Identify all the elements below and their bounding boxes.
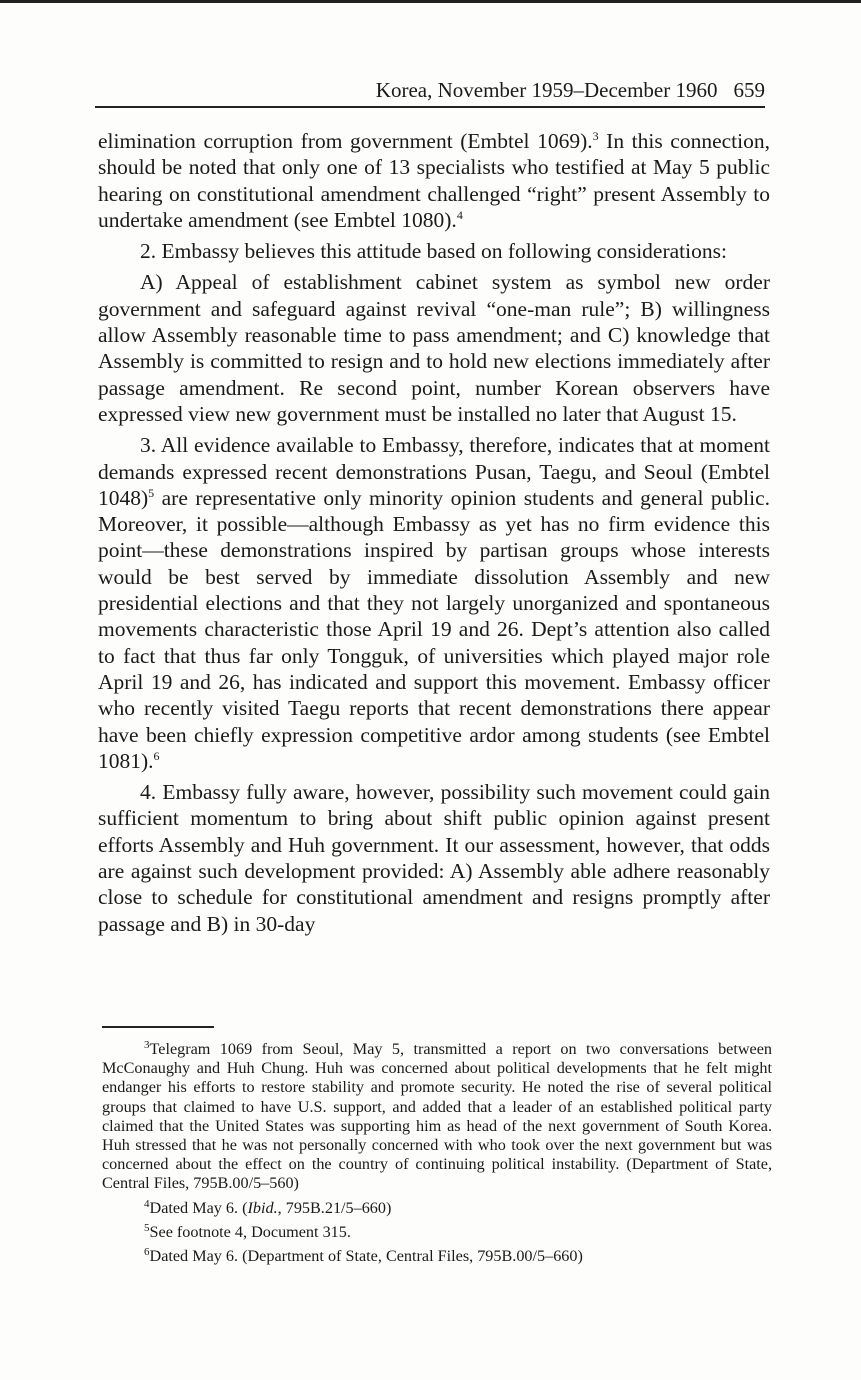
footnote-text: Telegram 1069 from Seoul, May 5, transmitted a report on two conversations between McConaughy and Huh Chung. Huh was concerned about political developments that he felt might endanger his efforts to restore stability and promote security. He noted the rise of several political groups that claimed to have U.S. support, and added that a leader of an established political party claimed that the United States was supporting him as head of the next government of South Korea. Huh stressed that he was not personally concerned with who took over the next government but was concerned about the effect on the country of continuing political instability. (Department of State, Central Files, 795B.00/5–560): [102, 1040, 772, 1193]
footnote-ref[interactable]: 6: [153, 748, 160, 763]
paragraph-text: elimination corruption from government (Embtel 1069).: [98, 129, 593, 153]
paragraph-4: 4. Embassy fully aware, however, possibility such movement could gain sufficient momentum to bring about shift public opinion against present efforts Assembly and Huh government. It our assessment, however, that odds are against such development provided: A) Assembly able adhere reasonably close to schedule for constitutional amendment and resigns promptly after passage and B) in 30-day: [98, 780, 770, 936]
footnote-ref[interactable]: 3: [592, 129, 599, 143]
footnote-divider: [102, 1026, 214, 1028]
footnote-text: Dated May 6. (Department of State, Central Files, 795B.00/5–660): [149, 1247, 583, 1266]
footnote-5: [102, 1223, 772, 1242]
footnote-number: 4: [144, 1197, 150, 1210]
paragraph-continuation: [98, 128, 770, 233]
page-top-edge: [0, 0, 861, 3]
running-title: Korea, November 1959–December 1960: [375, 78, 718, 102]
footnotes: [102, 1040, 772, 1271]
body-text: [98, 128, 770, 942]
paragraph-2-considerations: A) Appeal of establishment cabinet system as symbol new order government and safeguard against revival “one-man rule”; B) willingness allow Assembly reasonable time to pass amendment; and C) knowledge that Assembly is committed to resign and to hold new elections immediately after passage amendment. Re second point, number Korean observers have expressed view new government must be installed no later that August 15.: [98, 270, 770, 426]
footnote-number: 3: [144, 1039, 150, 1051]
footnote-ref[interactable]: 4: [456, 207, 463, 222]
footnote-number: 5: [144, 1221, 150, 1234]
running-header: [95, 76, 765, 108]
page-number: 659: [733, 78, 765, 102]
paragraph-text: In this connection, should be noted that only one of 13 specialists who testified at May 5 public hearing on constitutional amendment challenged “right” present Assembly to undertake amendment (see Embtel 1080).: [98, 129, 770, 232]
paragraph-2: 2. Embassy believes this attitude based on following considerations:: [140, 239, 727, 264]
paragraph-3: [98, 432, 770, 774]
paragraph-text: 3. All evidence available to Embassy, therefore, indicates that at moment demands expressed recent demonstrations Pusan, Taegu, and Seoul (Embtel 1048): [98, 433, 770, 510]
footnote-ibid: Ibid.: [247, 1198, 278, 1217]
footnote-3: [102, 1040, 772, 1194]
footnote-ref[interactable]: 5: [148, 485, 155, 500]
paragraph-text: are representative only minority opinion students and general public. Moreover, it possible—although Embassy as yet has no firm evidence this point—these demonstrations inspired by partisan groups whose interests would be best served by immediate dissolution Assembly and new presidential elections and that they not largely unorganized and spontaneous movements characteristic those April 19 and 26. Dept’s attention also called to fact that thus far only Tongguk, of universities which played major role April 19 and 26, has indicated and support this movement. Embassy officer who recently visited Taegu reports that recent demonstrations there appear have been chiefly expression competitive ardor among students (see Embtel 1081).: [98, 485, 770, 773]
footnote-6: [102, 1247, 772, 1266]
footnote-text: See footnote 4, Document 315.: [149, 1222, 351, 1241]
footnote-4: [102, 1199, 772, 1218]
footnote-text: , 795B.21/5–660): [277, 1198, 392, 1217]
footnote-text: Dated May 6. (: [149, 1198, 248, 1217]
footnote-number: 6: [144, 1246, 150, 1259]
